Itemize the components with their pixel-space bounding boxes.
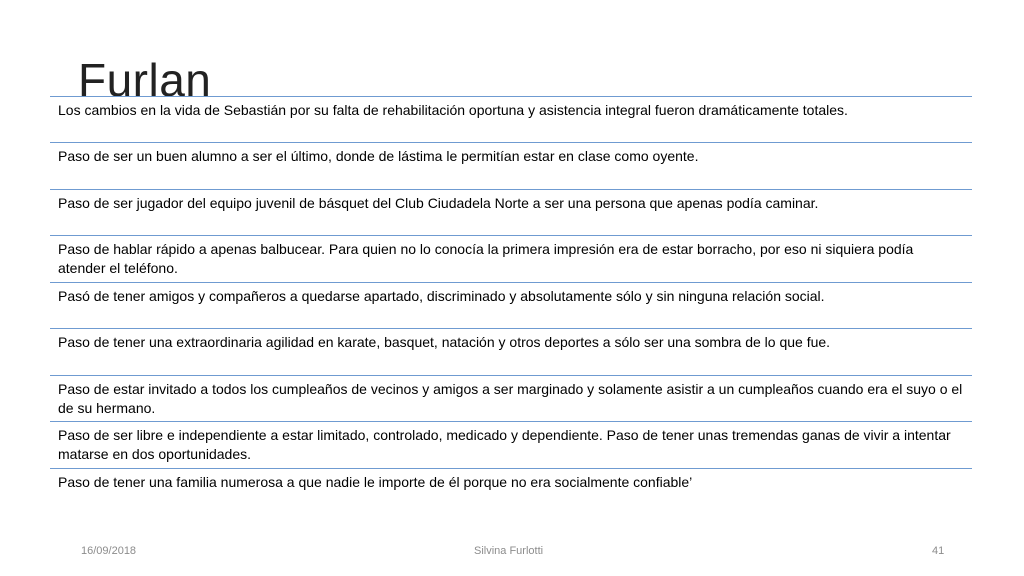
footer-date: 16/09/2018 <box>81 545 137 557</box>
list-item: Pasó de tener amigos y compañeros a quedarse apartado, discriminado y absolutamente sólo y sin ninguna relación social. <box>50 282 972 328</box>
slide-title: Furlan <box>78 54 212 106</box>
footer-author: Silvina Furlotti <box>474 545 544 557</box>
list-item: Paso de tener una extraordinaria agilidad en karate, basquet, natación y otros deportes a sólo ser una sombra de lo que fue. <box>50 328 972 375</box>
footer-page-number: 41 <box>932 545 945 557</box>
list-item: Paso de hablar rápido a apenas balbucear. Para quien no lo conocía la primera impresión era de estar borracho, por eso ni siquiera podía atender el teléfono. <box>50 235 972 282</box>
list-item: Paso de ser un buen alumno a ser el último, donde de lástima le permitían estar en clase como oyente. <box>50 142 972 189</box>
change-list <box>50 96 972 508</box>
list-item: Paso de estar invitado a todos los cumpleaños de vecinos y amigos a ser marginado y solamente asistir a un cumpleaños cuando era el suyo o el de su hermano. <box>50 375 972 421</box>
list-item: Paso de tener una familia numerosa a que nadie le importe de él porque no era socialmente confiable’ <box>50 468 972 508</box>
list-item: Paso de ser libre e independiente a estar limitado, controlado, medicado y dependiente. Paso de tener unas tremendas ganas de vivir a intentar matarse en dos oportunidades. <box>50 421 972 468</box>
list-item: Los cambios en la vida de Sebastián por su falta de rehabilitación oportuna y asistencia integral fueron dramáticamente totales. <box>50 96 972 142</box>
list-item: Paso de ser jugador del equipo juvenil de básquet del Club Ciudadela Norte a ser una persona que apenas podía caminar. <box>50 189 972 235</box>
